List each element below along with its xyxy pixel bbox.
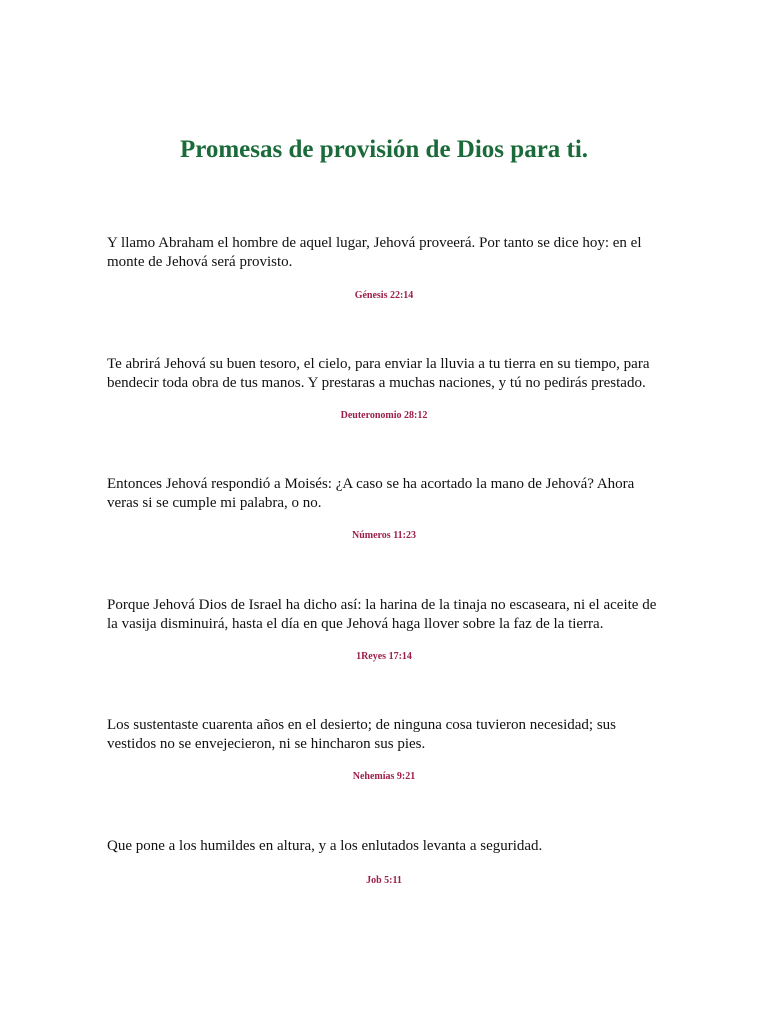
verse-reference-6: Job 5:11 <box>366 875 402 886</box>
verse-reference-5: Nehemías 9:21 <box>352 771 416 782</box>
verse-text-5: Los sustentaste cuarenta años en el desierto; de ninguna cosa tuvieron necesidad; sus vestidos no se envejecieron, ni se hincharon sus pies. <box>107 717 617 752</box>
verse-reference-4: 1Reyes 17:14 <box>356 651 412 662</box>
verse-reference-1: Génesis 22:14 <box>354 290 414 301</box>
verse-text-3: Entonces Jehová respondió a Moisés: ¿A caso se ha acortado la mano de Jehová? Ahora veras si se cumple mi palabra, o no. <box>107 476 635 511</box>
verse-reference-2: Deuteronomio 28:12 <box>340 410 428 421</box>
verse-reference-3: Números 11:23 <box>352 530 416 541</box>
verse-text-6: Que pone a los humildes en altura, y a los enlutados levanta a seguridad. <box>107 838 543 854</box>
verse-text-2: Te abrirá Jehová su buen tesoro, el cielo, para enviar la lluvia a tu tierra en su tiempo, para bendecir toda obra de tus manos. Y prestaras a muchas naciones, y tú no pedirás prestado. <box>107 356 650 391</box>
verse-text-4: Porque Jehová Dios de Israel ha dicho así: la harina de la tinaja no escaseara, ni el aceite de la vasija disminuirá, hasta el día en que Jehová haga llover sobre la faz de la tierra. <box>107 597 657 632</box>
page-title: Promesas de provisión de Dios para ti. <box>179 136 589 163</box>
verse-text-1: Y llamo Abraham el hombre de aquel lugar, Jehová proveerá. Por tanto se dice hoy: en el monte de Jehová será provisto. <box>107 235 642 270</box>
